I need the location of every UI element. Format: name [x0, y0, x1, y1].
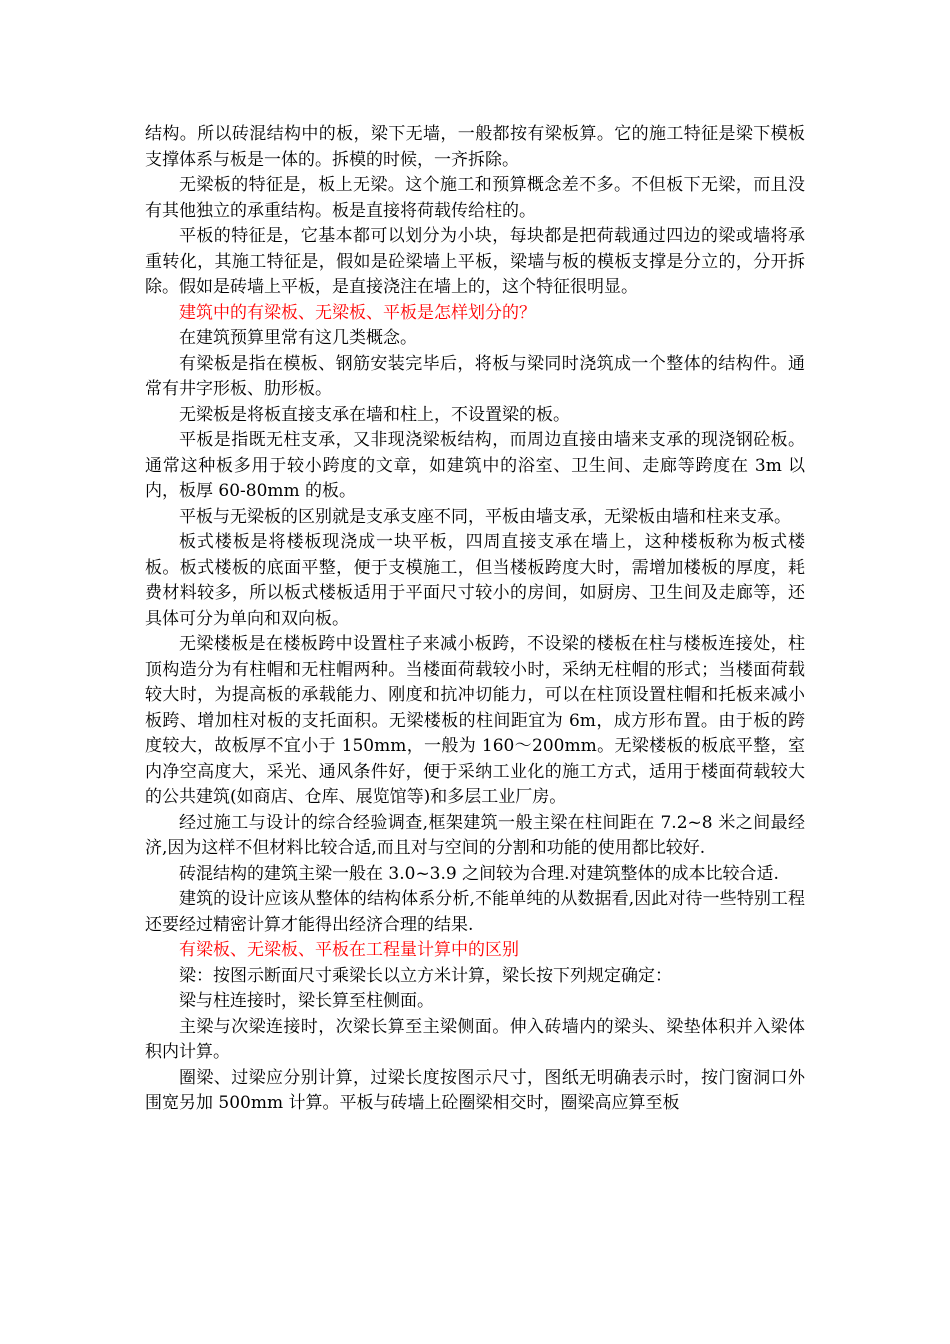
paragraph-12: 砖混结构的建筑主梁一般在 3.0~3.9 之间较为合理.对建筑整体的成本比较合适. — [179, 863, 779, 884]
paragraph-10: 无梁楼板是在楼板跨中设置柱子来减小板跨，不设梁的楼板在柱与楼板连接处，柱顶构造分为有柱帽和无柱帽两种。当楼面荷载较小时，采纳无柱帽的形式；当楼面荷载较大时，为提高板的承载能力、刚度和抗冲切能力，可以在柱顶设置柱帽和托板来减小板跨、增加柱对板的支托面积。无梁楼板的柱间距宜为 6m，成方形布置。由于板的跨度较大，故板厚不宜小于 150mm，一般为 160～200mm。无梁楼板的板底平整，室内净空高度大，采光、通风条件好，便于采纳工业化的施工方式，适用于楼面荷载较大的公共建筑(如商店、仓库、展览馆等)和多层工业厂房。 — [145, 634, 805, 807]
document-page — [145, 122, 805, 1117]
section-heading-2: 有梁板、无梁板、平板在工程量计算中的区别 — [179, 940, 519, 960]
paragraph-14: 梁：按图示断面尺寸乘梁长以立方米计算，梁长按下列规定确定： — [179, 965, 672, 986]
paragraph-13: 建筑的设计应该从整体的结构体系分析,不能单纯的从数据看,因此对待一些特别工程还要经过精密计算才能得出经济合理的结果. — [145, 889, 805, 935]
paragraph-8: 平板与无梁板的区别就是支承支座不同，平板由墙支承，无梁板由墙和柱来支承。 — [179, 506, 791, 527]
paragraph-3: 平板的特征是，它基本都可以划分为小块，每块都是把荷载通过四边的梁或墙将承重转化，其施工特征是，假如是砼梁墙上平板，梁墙与板的模板支撑是分立的，分开拆除。假如是砖墙上平板，是直接浇注在墙上的，这个特征很明显。 — [145, 226, 805, 297]
paragraph-9: 板式楼板是将楼板现浇成一块平板，四周直接支承在墙上，这种楼板称为板式楼板。板式楼板的底面平整，便于支模施工，但当楼板跨度大时，需增加楼板的厚度，耗费材料较多，所以板式楼板适用于平面尺寸较小的房间，如厨房、卫生间及走廊等，还具体可分为单向和双向板。 — [145, 532, 805, 629]
paragraph-1: 结构。所以砖混结构中的板，梁下无墙，一般都按有梁板算。它的施工特征是梁下模板支撑体系与板是一体的。拆模的时候，一齐拆除。 — [145, 124, 805, 170]
paragraph-15: 梁与柱连接时，梁长算至柱侧面。 — [179, 991, 434, 1011]
paragraph-4: 在建筑预算里常有这几类概念。 — [179, 328, 417, 348]
paragraph-2: 无梁板的特征是，板上无梁。这个施工和预算概念差不多。不但板下无梁，而且没有其他独立的承重结构。板是直接将荷载传给柱的。 — [145, 175, 805, 221]
paragraph-17: 圈梁、过梁应分别计算，过梁长度按图示尺寸，图纸无明确表示时，按门窗洞口外围宽另加 500mm 计算。平板与砖墙上砼圈梁相交时，圈梁高应算至板 — [145, 1067, 805, 1113]
paragraph-11: 经过施工与设计的综合经验调查,框架建筑一般主梁在柱间距在 7.2~8 米之间最经济,因为这样不但材料比较合适,而且对与空间的分割和功能的使用都比较好. — [145, 812, 805, 858]
paragraph-7: 平板是指既无柱支承，又非现浇梁板结构，而周边直接由墙来支承的现浇钢砼板。通常这种板多用于较小跨度的文章，如建筑中的浴室、卫生间、走廊等跨度在 3m 以内，板厚 60-80mm 的板。 — [145, 430, 805, 501]
paragraph-5: 有梁板是指在模板、钢筋安装完毕后，将板与梁同时浇筑成一个整体的结构件。通常有井字形板、肋形板。 — [145, 353, 805, 399]
section-heading-1: 建筑中的有梁板、无梁板、平板是怎样划分的？ — [179, 302, 536, 323]
paragraph-6: 无梁板是将板直接支承在墙和柱上，不设置梁的板。 — [179, 404, 570, 425]
paragraph-16: 主梁与次梁连接时，次梁长算至主梁侧面。伸入砖墙内的梁头、梁垫体积并入梁体积内计算。 — [145, 1016, 805, 1062]
